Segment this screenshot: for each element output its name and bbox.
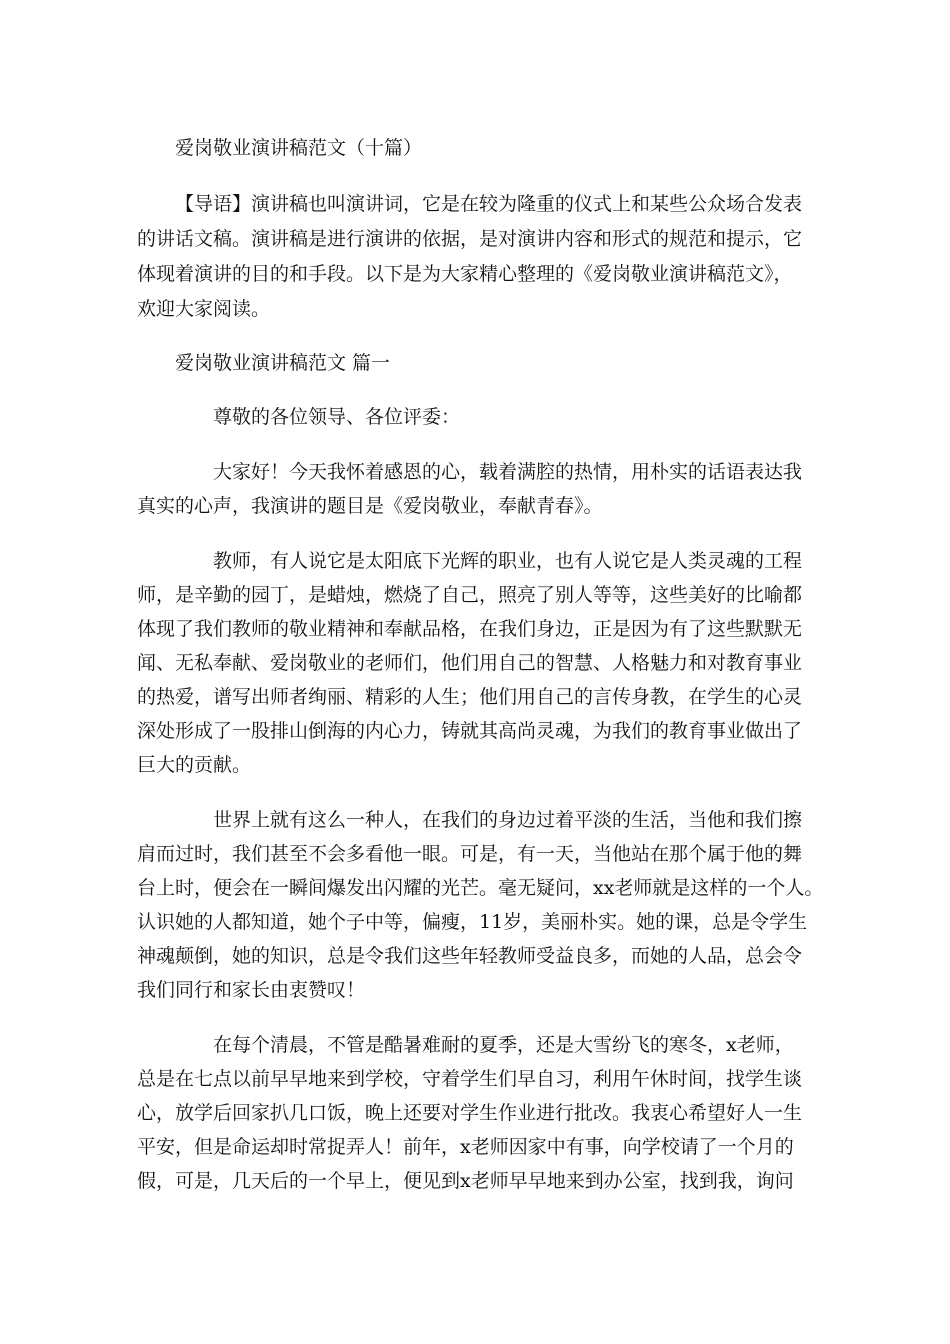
paragraph-line: 大家好！今天我怀着感恩的心，载着满腔的热情，用朴实的话语表达我 [213,461,803,483]
intro-line: 体现着演讲的目的和手段。以下是为大家精心整理的《爱岗敬业演讲稿范文》， [137,263,793,285]
paragraph-line: 体现了我们教师的敬业精神和奉献品格，在我们身边，正是因为有了这些默默无 [137,618,803,640]
paragraph-line: 师，是辛勤的园丁，是蜡烛，燃烧了自己，照亮了别人等等，这些美好的比喻都 [137,584,803,606]
paragraph-line: 闻、无私奉献、爱岗敬业的老师们，他们用自己的智慧、人格魅力和对教育事业 [137,652,803,674]
paragraph-line: 认识她的人都知道，她个子中等，偏瘦，11岁，美丽朴实。她的课，总是令学生 [137,911,808,933]
paragraph-line: 平安，但是命运却时常捉弄人！前年，x老师因家中有事，向学校请了一个月的 [137,1136,794,1158]
paragraph-line: 真实的心声，我演讲的题目是《爱岗敬业，奉献青春》。 [137,495,603,517]
paragraph-line: 在每个清晨，不管是酷暑难耐的夏季，还是大雪纷飞的寒冬，x老师， [213,1034,794,1056]
paragraph-line: 我们同行和家长由衷赞叹！ [137,979,366,1001]
paragraph-line: 假，可是，几天后的一个早上，便见到x老师早早地来到办公室，找到我，询问 [137,1170,794,1192]
paragraph-line: 台上时，便会在一瞬间爆发出闪耀的光芒。毫无疑问，xx老师就是这样的一个人。 [137,877,824,899]
section-heading: 爱岗敬业演讲稿范文 篇一 [175,352,391,374]
paragraph-line: 巨大的贡献。 [137,754,252,776]
paragraph-line: 世界上就有这么一种人，在我们的身边过着平淡的生活，当他和我们擦 [213,809,803,831]
paragraph-line: 神魂颠倒，她的知识，总是令我们这些年轻教师受益良多，而她的人品，总会令 [137,945,803,967]
document-title: 爱岗敬业演讲稿范文（十篇） [175,137,423,159]
intro-line: 的讲话文稿。演讲稿是进行演讲的依据，是对演讲内容和形式的规范和提示，它 [137,228,803,250]
paragraph-line: 深处形成了一股排山倒海的内心力，铸就其高尚灵魂，为我们的教育事业做出了 [137,720,803,742]
paragraph-line: 心，放学后回家扒几口饭，晚上还要对学生作业进行批改。我衷心希望好人一生 [137,1102,803,1124]
paragraph-line: 教师，有人说它是太阳底下光辉的职业，也有人说它是人类灵魂的工程 [213,550,803,572]
paragraph-line: 肩而过时，我们甚至不会多看他一眼。可是，有一天，当他站在那个属于他的舞 [137,843,803,865]
intro-line: 【导语】演讲稿也叫演讲词，它是在较为隆重的仪式上和某些公众场合发表 [175,193,803,215]
intro-line: 欢迎大家阅读。 [137,298,271,320]
salutation: 尊敬的各位领导、各位评委： [213,406,461,428]
paragraph-line: 的热爱，谱写出师者绚丽、精彩的人生；他们用自己的言传身教，在学生的心灵 [137,686,803,708]
paragraph-line: 总是在七点以前早早地来到学校，守着学生们早自习，利用午休时间，找学生谈 [137,1068,803,1090]
